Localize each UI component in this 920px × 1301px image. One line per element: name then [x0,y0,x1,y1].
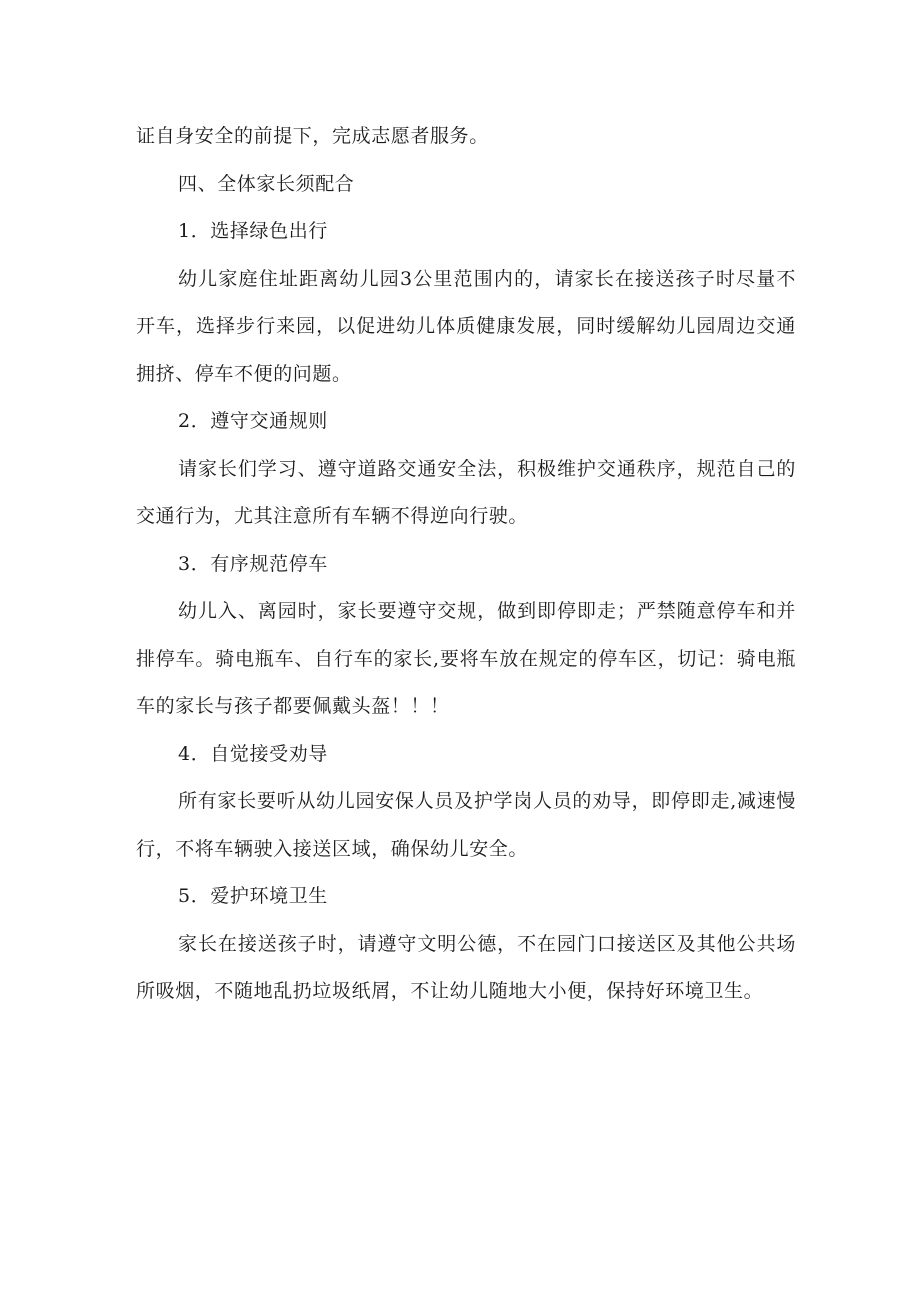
paragraph-continuation: 证自身安全的前提下，完成志愿者服务。 [136,125,489,147]
item-heading: 1．选择绿色出行 [178,220,328,242]
item-heading: 2．遵守交通规则 [178,410,328,432]
section-heading: 四、全体家长须配合 [178,172,355,195]
item-body: 请家长们学习、遵守道路交通安全法，积极维护交通秩序，规范自己的交通行为，尤其注意所有车辆不得逆向行驶。 [136,457,796,527]
item-body: 幼儿入、离园时，家长要遵守交规，做到即停即走；严禁随意停车和并排停车。骑电瓶车、自行车的家长,要将车放在规定的停车区，切记：骑电瓶车的家长与孩子都要佩戴头盔！！！ [136,600,796,717]
item-heading: 3．有序规范停车 [178,552,328,575]
item-body: 所有家长要听从幼儿园安保人员及护学岗人员的劝导，即停即走,减速慢行，不将车辆驶入接送区域，确保幼儿安全。 [136,790,796,860]
document-body [136,113,796,1016]
item-body: 家长在接送孩子时，请遵守文明公德，不在园门口接送区及其他公共场所吸烟，不随地乱扔垃圾纸屑，不让幼儿随地大小便，保持好环境卫生。 [136,932,796,1002]
item-heading: 4．自觉接受劝导 [178,742,328,765]
item-body: 幼儿家庭住址距离幼儿园3公里范围内的，请家长在接送孩子时尽量不开车，选择步行来园，以促进幼儿体质健康发展，同时缓解幼儿园周边交通拥挤、停车不便的问题。 [136,267,796,385]
item-heading: 5．爱护环境卫生 [178,885,328,907]
